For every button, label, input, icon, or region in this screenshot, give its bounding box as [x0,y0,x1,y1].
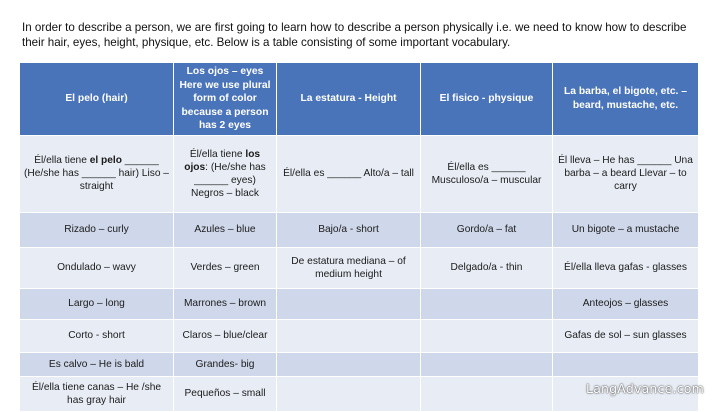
table-row [20,288,699,319]
cell-physique [421,352,553,376]
cell-hair: Ondulado – wavy [20,247,174,288]
cell-height: De estatura mediana – of medium height [277,247,421,288]
cell-beard: Un bigote – a mustache [553,212,699,247]
cell-height [277,352,421,376]
table-row [20,247,699,288]
table-row [20,352,699,376]
cell-text: Él/ella tiene [34,155,90,166]
cell-height [277,376,421,411]
cell-height: Él/ella es ______ Alto/a – tall [277,135,421,212]
site-watermark: LangAdvance.com [586,381,704,396]
header-physique: El fisico - physique [421,63,553,136]
cell-eyes: Pequeños – small [174,376,277,411]
header-beard-mustache: La barba, el bigote, etc. – beard, mustache, etc. [553,63,699,136]
cell-hair: Largo – long [20,288,174,319]
table-header-row [20,63,699,136]
table-row [20,212,699,247]
cell-beard [553,352,699,376]
table-row [20,319,699,352]
cell-bold-text: los ojos [184,148,261,173]
cell-physique: Delgado/a - thin [421,247,553,288]
cell-beard: Gafas de sol – sun glasses [553,319,699,352]
cell-bold-text: el pelo [89,155,122,166]
cell-beard: Él/ella lleva gafas - glasses [553,247,699,288]
cell-beard: Anteojos – glasses [553,288,699,319]
cell-hair [20,135,174,212]
header-eyes: Los ojos – eyes Here we use plural form of color because a person has 2 eyes [174,63,277,136]
cell-height: Bajo/a - short [277,212,421,247]
cell-hair: Él/ella tiene canas – He /she has gray hair [20,376,174,411]
cell-eyes: Azules – blue [174,212,277,247]
cell-height [277,288,421,319]
cell-physique: Gordo/a – fat [421,212,553,247]
intro-paragraph: In order to describe a person, we are first going to learn how to describe a person physically i.e. we need to know how to describe their hair, eyes, height, physique, etc. Below is a table consisting of some important vocabulary. [22,21,687,49]
cell-beard: Él lleva – He has ______ Una barba – a beard Llevar – to carry [553,135,699,212]
cell-hair: Corto - short [20,319,174,352]
cell-physique [421,319,553,352]
cell-eyes: Marrones – brown [174,288,277,319]
header-hair: El pelo (hair) [20,63,174,136]
cell-text: Él/ella tiene [189,148,246,160]
cell-eyes: Verdes – green [174,247,277,288]
vocabulary-table [19,62,699,412]
cell-height [277,319,421,352]
cell-eyes: Claros – blue/clear [174,319,277,352]
table-row [20,135,699,212]
cell-physique [421,288,553,319]
cell-hair: Es calvo – He is bald [20,352,174,376]
cell-eyes [174,135,277,212]
cell-physique: Él/ella es ______ Musculoso/a – muscular [421,135,553,212]
cell-text: ______ (He/she has ______ hair) Liso – straight [24,155,169,192]
cell-eyes: Grandes- big [174,352,277,376]
cell-physique [421,376,553,411]
header-height: La estatura - Height [277,63,421,136]
cell-text: : (He/she has ______ eyes) Negros – black [191,161,266,199]
cell-hair: Rizado – curly [20,212,174,247]
